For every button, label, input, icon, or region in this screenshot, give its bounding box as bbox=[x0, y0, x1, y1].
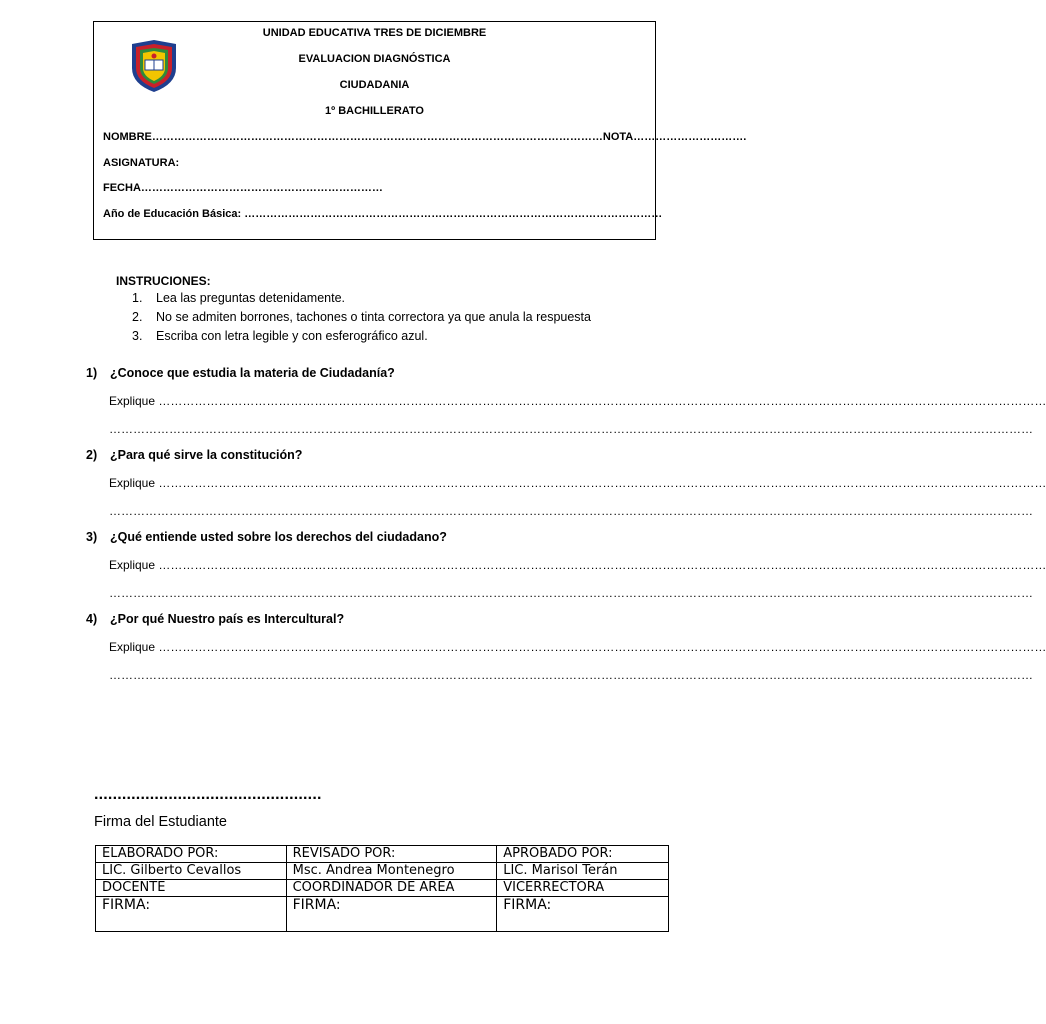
header-box bbox=[93, 21, 747, 240]
answer-line-3a[interactable]: Explique …………………………………………………………………………………………………………………………………………………………………………………………………… bbox=[109, 558, 1046, 572]
table-row bbox=[96, 846, 669, 863]
table-row bbox=[96, 897, 669, 932]
table-cell: DOCENTE bbox=[96, 880, 287, 897]
question-3: 3) ¿Qué entiende usted sobre los derechos del ciudadano? bbox=[86, 530, 447, 544]
answer-line-1a[interactable]: Explique …………………………………………………………………………………………………………………………………………………………………………………………………… bbox=[109, 394, 1046, 408]
school-name: UNIDAD EDUCATIVA TRES DE DICIEMBRE bbox=[262, 27, 487, 39]
approval-table bbox=[95, 845, 669, 932]
table-cell: REVISADO POR: bbox=[286, 846, 497, 863]
nombre-field[interactable]: NOMBRE……………………………………………………………………………………………………………NOTA…………………………. bbox=[103, 131, 747, 143]
answer-line-2b[interactable]: …………………………………………………………………………………………………………………………………………………………………………………………………………… bbox=[109, 504, 1033, 518]
table-cell: ELABORADO POR: bbox=[96, 846, 287, 863]
answer-line-3b[interactable]: …………………………………………………………………………………………………………………………………………………………………………………………………………… bbox=[109, 586, 1033, 600]
instruction-item: 3. Escriba con letra legible y con esferográfico azul. bbox=[132, 329, 428, 343]
fecha-field[interactable]: FECHA………………………………………………………… bbox=[103, 182, 383, 194]
anio-educacion-field[interactable]: Año de Educación Básica: …………………………………………………………………………………………………… bbox=[103, 208, 663, 220]
table-row bbox=[96, 880, 669, 897]
firma-cell[interactable]: FIRMA: bbox=[96, 897, 287, 932]
exam-title: EVALUACION DIAGNÓSTICA bbox=[298, 53, 451, 65]
firma-cell[interactable]: FIRMA: bbox=[497, 897, 669, 932]
table-cell: VICERRECTORA bbox=[497, 880, 669, 897]
question-1: 1) ¿Conoce que estudia la materia de Ciudadanía? bbox=[86, 366, 395, 380]
subject-title: CIUDADANIA bbox=[339, 79, 410, 91]
table-cell: Msc. Andrea Montenegro bbox=[286, 863, 497, 880]
asignatura-field[interactable]: ASIGNATURA: bbox=[103, 157, 180, 169]
instructions-list bbox=[132, 289, 591, 346]
instructions-title: INSTRUCIONES: bbox=[116, 274, 211, 288]
table-cell: COORDINADOR DE AREA bbox=[286, 880, 497, 897]
table-cell: LIC. Gilberto Cevallos bbox=[96, 863, 287, 880]
question-4: 4) ¿Por qué Nuestro país es Intercultural? bbox=[86, 612, 345, 626]
answer-line-1b[interactable]: …………………………………………………………………………………………………………………………………………………………………………………………………………… bbox=[109, 422, 1033, 436]
answer-line-2a[interactable]: Explique …………………………………………………………………………………………………………………………………………………………………………………………………… bbox=[109, 476, 1046, 490]
question-2: 2) ¿Para qué sirve la constitución? bbox=[86, 448, 303, 462]
grade-title: 1º BACHILLERATO bbox=[325, 105, 424, 117]
answer-line-4b[interactable]: …………………………………………………………………………………………………………………………………………………………………………………………………………… bbox=[109, 668, 1033, 682]
table-cell: LIC. Marisol Terán bbox=[497, 863, 669, 880]
instruction-item: 2. No se admiten borrones, tachones o tinta correctora ya que anula la respuesta bbox=[132, 310, 591, 324]
signature-label: Firma del Estudiante bbox=[94, 814, 227, 830]
signature-line[interactable]: ................................................. bbox=[94, 786, 322, 803]
answer-line-4a[interactable]: Explique …………………………………………………………………………………………………………………………………………………………………………………………………… bbox=[109, 640, 1046, 654]
instruction-item: 1. Lea las preguntas detenidamente. bbox=[132, 291, 346, 305]
table-row bbox=[96, 863, 669, 880]
firma-cell[interactable]: FIRMA: bbox=[286, 897, 497, 932]
table-cell: APROBADO POR: bbox=[497, 846, 669, 863]
